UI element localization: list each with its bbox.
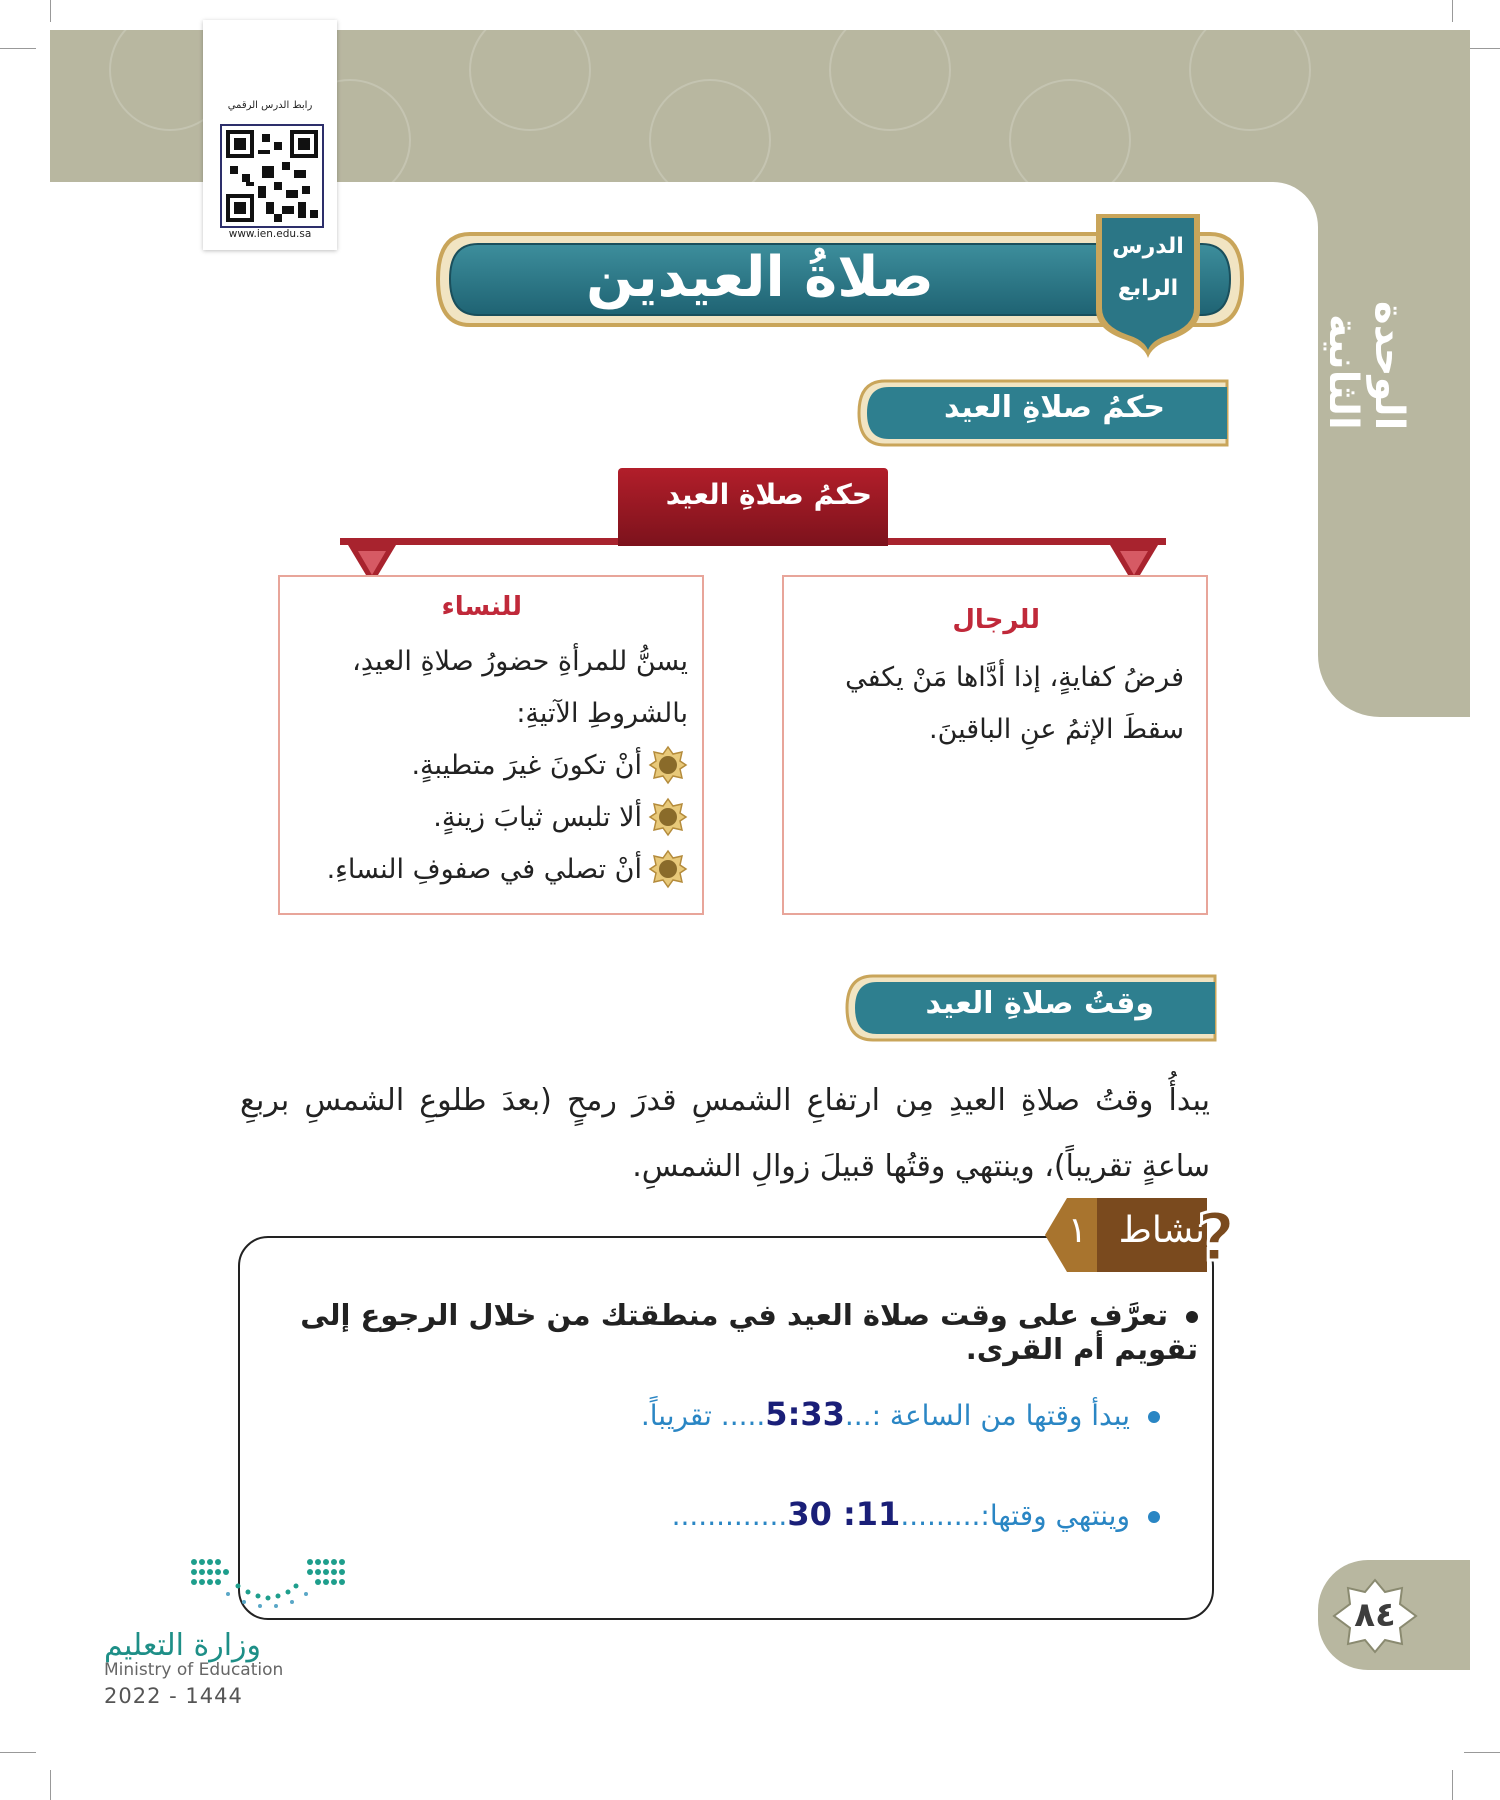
bullet-icon xyxy=(1148,1411,1160,1423)
panel-men-heading: للرجال xyxy=(952,605,1040,635)
unit-title: الوحدة الثانية xyxy=(1320,300,1412,430)
answer-start-prefix: يبدأ وقتها من الساعة :... xyxy=(844,1399,1130,1432)
activity-label xyxy=(1055,1210,1205,1251)
ministry-year: 2022 - 1444 xyxy=(104,1684,243,1708)
panel-men-text: فرضُ كفايةٍ، إذا أدَّاها مَنْ يكفي سقطَ الإثمُ عنِ الباقينَ. xyxy=(845,662,1184,745)
activity-question xyxy=(250,1298,1198,1366)
condition-text: أنْ تكونَ غيرَ متطيبةٍ. xyxy=(411,749,642,781)
panel-women-intro: يسنُّ للمرأةِ حضورُ صلاةِ العيدِ، بالشروطِ الآتيةِ: xyxy=(352,646,688,729)
answer-start-value[interactable]: 5:33 xyxy=(765,1395,845,1433)
condition-text: أنْ تصلي في صفوفِ النساءِ. xyxy=(326,853,642,885)
qr-caption: رابط الدرس الرقمي xyxy=(227,100,313,111)
activity-label-text: نشاط xyxy=(1118,1210,1205,1251)
ruling-tab-title: حكمُ صلاةِ العيد xyxy=(665,478,872,511)
lesson-label-line1: الدرس xyxy=(1112,234,1184,259)
svg-text:?: ? xyxy=(1197,1199,1236,1276)
answer-end-value[interactable]: 11: 30 xyxy=(787,1495,901,1533)
bullet-icon xyxy=(1148,1511,1160,1523)
bullet-icon xyxy=(1186,1311,1198,1323)
page-number: ٨٤ xyxy=(1354,1595,1396,1635)
answer-start-suffix: ..... تقريباً. xyxy=(640,1399,766,1432)
condition-item xyxy=(310,797,688,837)
answer-end-row xyxy=(560,1495,1160,1533)
lesson-label-line2: الرابع xyxy=(1117,276,1179,301)
condition-text: ألا تلبس ثيابَ زينةٍ. xyxy=(433,801,642,833)
ministry-arabic: وزارة التعليم xyxy=(104,1628,262,1663)
section-heading-time: وقتُ صلاةِ العيد xyxy=(925,986,1154,1021)
condition-item xyxy=(310,745,688,785)
lesson-title: صلاةُ العيدين xyxy=(586,245,934,310)
qr-card[interactable] xyxy=(203,20,337,250)
activity-question-text: تعرَّف على وقت صلاة العيد في منطقتك من خلال الرجوع إلى تقويم أم القرى. xyxy=(300,1298,1198,1366)
panel-women-heading: للنساء xyxy=(441,592,522,622)
ministry-english: Ministry of Education xyxy=(104,1660,284,1680)
activity-number: ١ xyxy=(1067,1210,1088,1251)
star-number-icon xyxy=(648,745,688,785)
star-number-icon xyxy=(648,849,688,889)
star-number-icon xyxy=(648,797,688,837)
condition-item xyxy=(310,849,688,889)
qr-code-icon[interactable] xyxy=(220,124,324,228)
section-heading-ruling: حكمُ صلاةِ العيد xyxy=(943,390,1165,425)
time-paragraph: يبدأُ وقتُ صلاةِ العيدِ مِن ارتفاعِ الشمسِ قدرَ رمحٍ (بعدَ طلوعِ الشمسِ بربعِ ساعةٍ تقريباً)، وينتهي وقتُها قبيلَ زوالِ الشمسِ. xyxy=(240,1083,1210,1184)
qr-url[interactable]: www.ien.edu.sa xyxy=(228,228,312,240)
answer-end-prefix: وينتهي وقتها:......... xyxy=(900,1499,1130,1532)
answer-end-suffix: ............. xyxy=(671,1499,788,1532)
vision-logo-icon xyxy=(188,1554,356,1616)
answer-start-row xyxy=(560,1395,1160,1433)
lesson-number-label xyxy=(1096,226,1200,310)
